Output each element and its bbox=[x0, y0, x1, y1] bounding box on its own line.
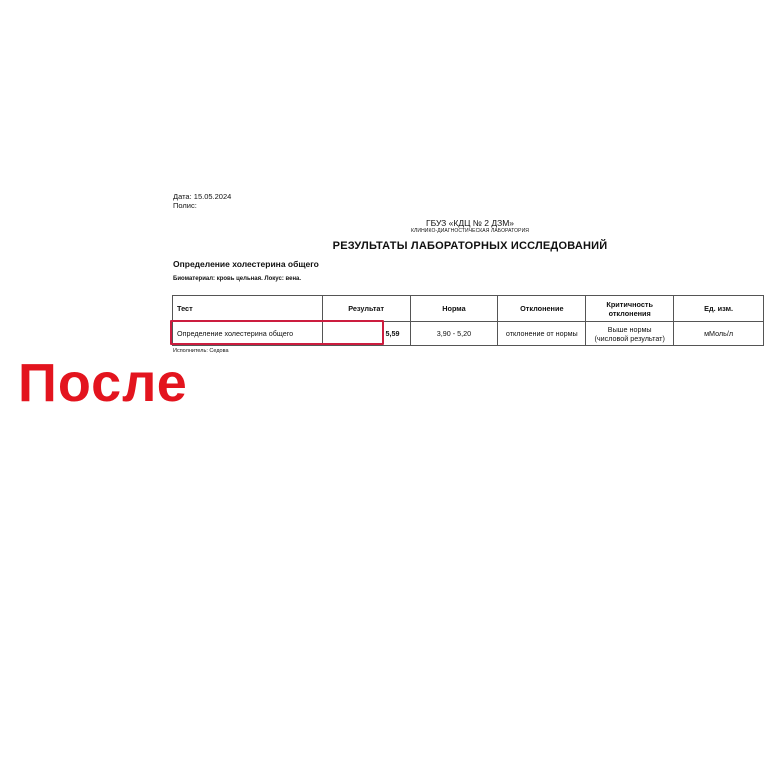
cell-test: Определение холестерина общего bbox=[173, 322, 323, 346]
cell-deviation: отклонение от нормы bbox=[498, 322, 586, 346]
policy-label: Полис: bbox=[173, 201, 197, 210]
header-criticality: Критичность отклонения bbox=[586, 296, 674, 322]
after-label: После bbox=[18, 353, 188, 413]
biomaterial-info: Биоматериал: кровь цельная. Локус: вена. bbox=[173, 276, 302, 282]
organization-name: ГБУЗ «КДЦ № 2 ДЗМ» bbox=[425, 218, 515, 228]
laboratory-name: КЛИНИКО-ДИАГНОСТИЧЕСКАЯ ЛАБОРАТОРИЯ bbox=[411, 228, 529, 234]
cell-unit: мМоль/л bbox=[674, 322, 764, 346]
header-norm: Норма bbox=[410, 296, 498, 322]
header-result: Результат bbox=[322, 296, 410, 322]
header-test: Тест bbox=[173, 296, 323, 322]
test-title: Определение холестерина общего bbox=[173, 259, 319, 269]
executor-name: Исполнитель: Седова bbox=[173, 348, 229, 354]
result-highlight-box bbox=[170, 320, 384, 345]
header-deviation: Отклонение bbox=[498, 296, 586, 322]
table-header-row bbox=[173, 296, 764, 322]
report-title: РЕЗУЛЬТАТЫ ЛАБОРАТОРНЫХ ИССЛЕДОВАНИЙ bbox=[332, 240, 608, 252]
cell-result: 5,59 bbox=[322, 322, 410, 346]
header-unit: Ед. изм. bbox=[674, 296, 764, 322]
cell-norm: 3,90 - 5,20 bbox=[410, 322, 498, 346]
report-date: Дата: 15.05.2024 bbox=[173, 192, 232, 201]
cell-criticality: Выше нормы (числовой результат) bbox=[586, 322, 674, 346]
